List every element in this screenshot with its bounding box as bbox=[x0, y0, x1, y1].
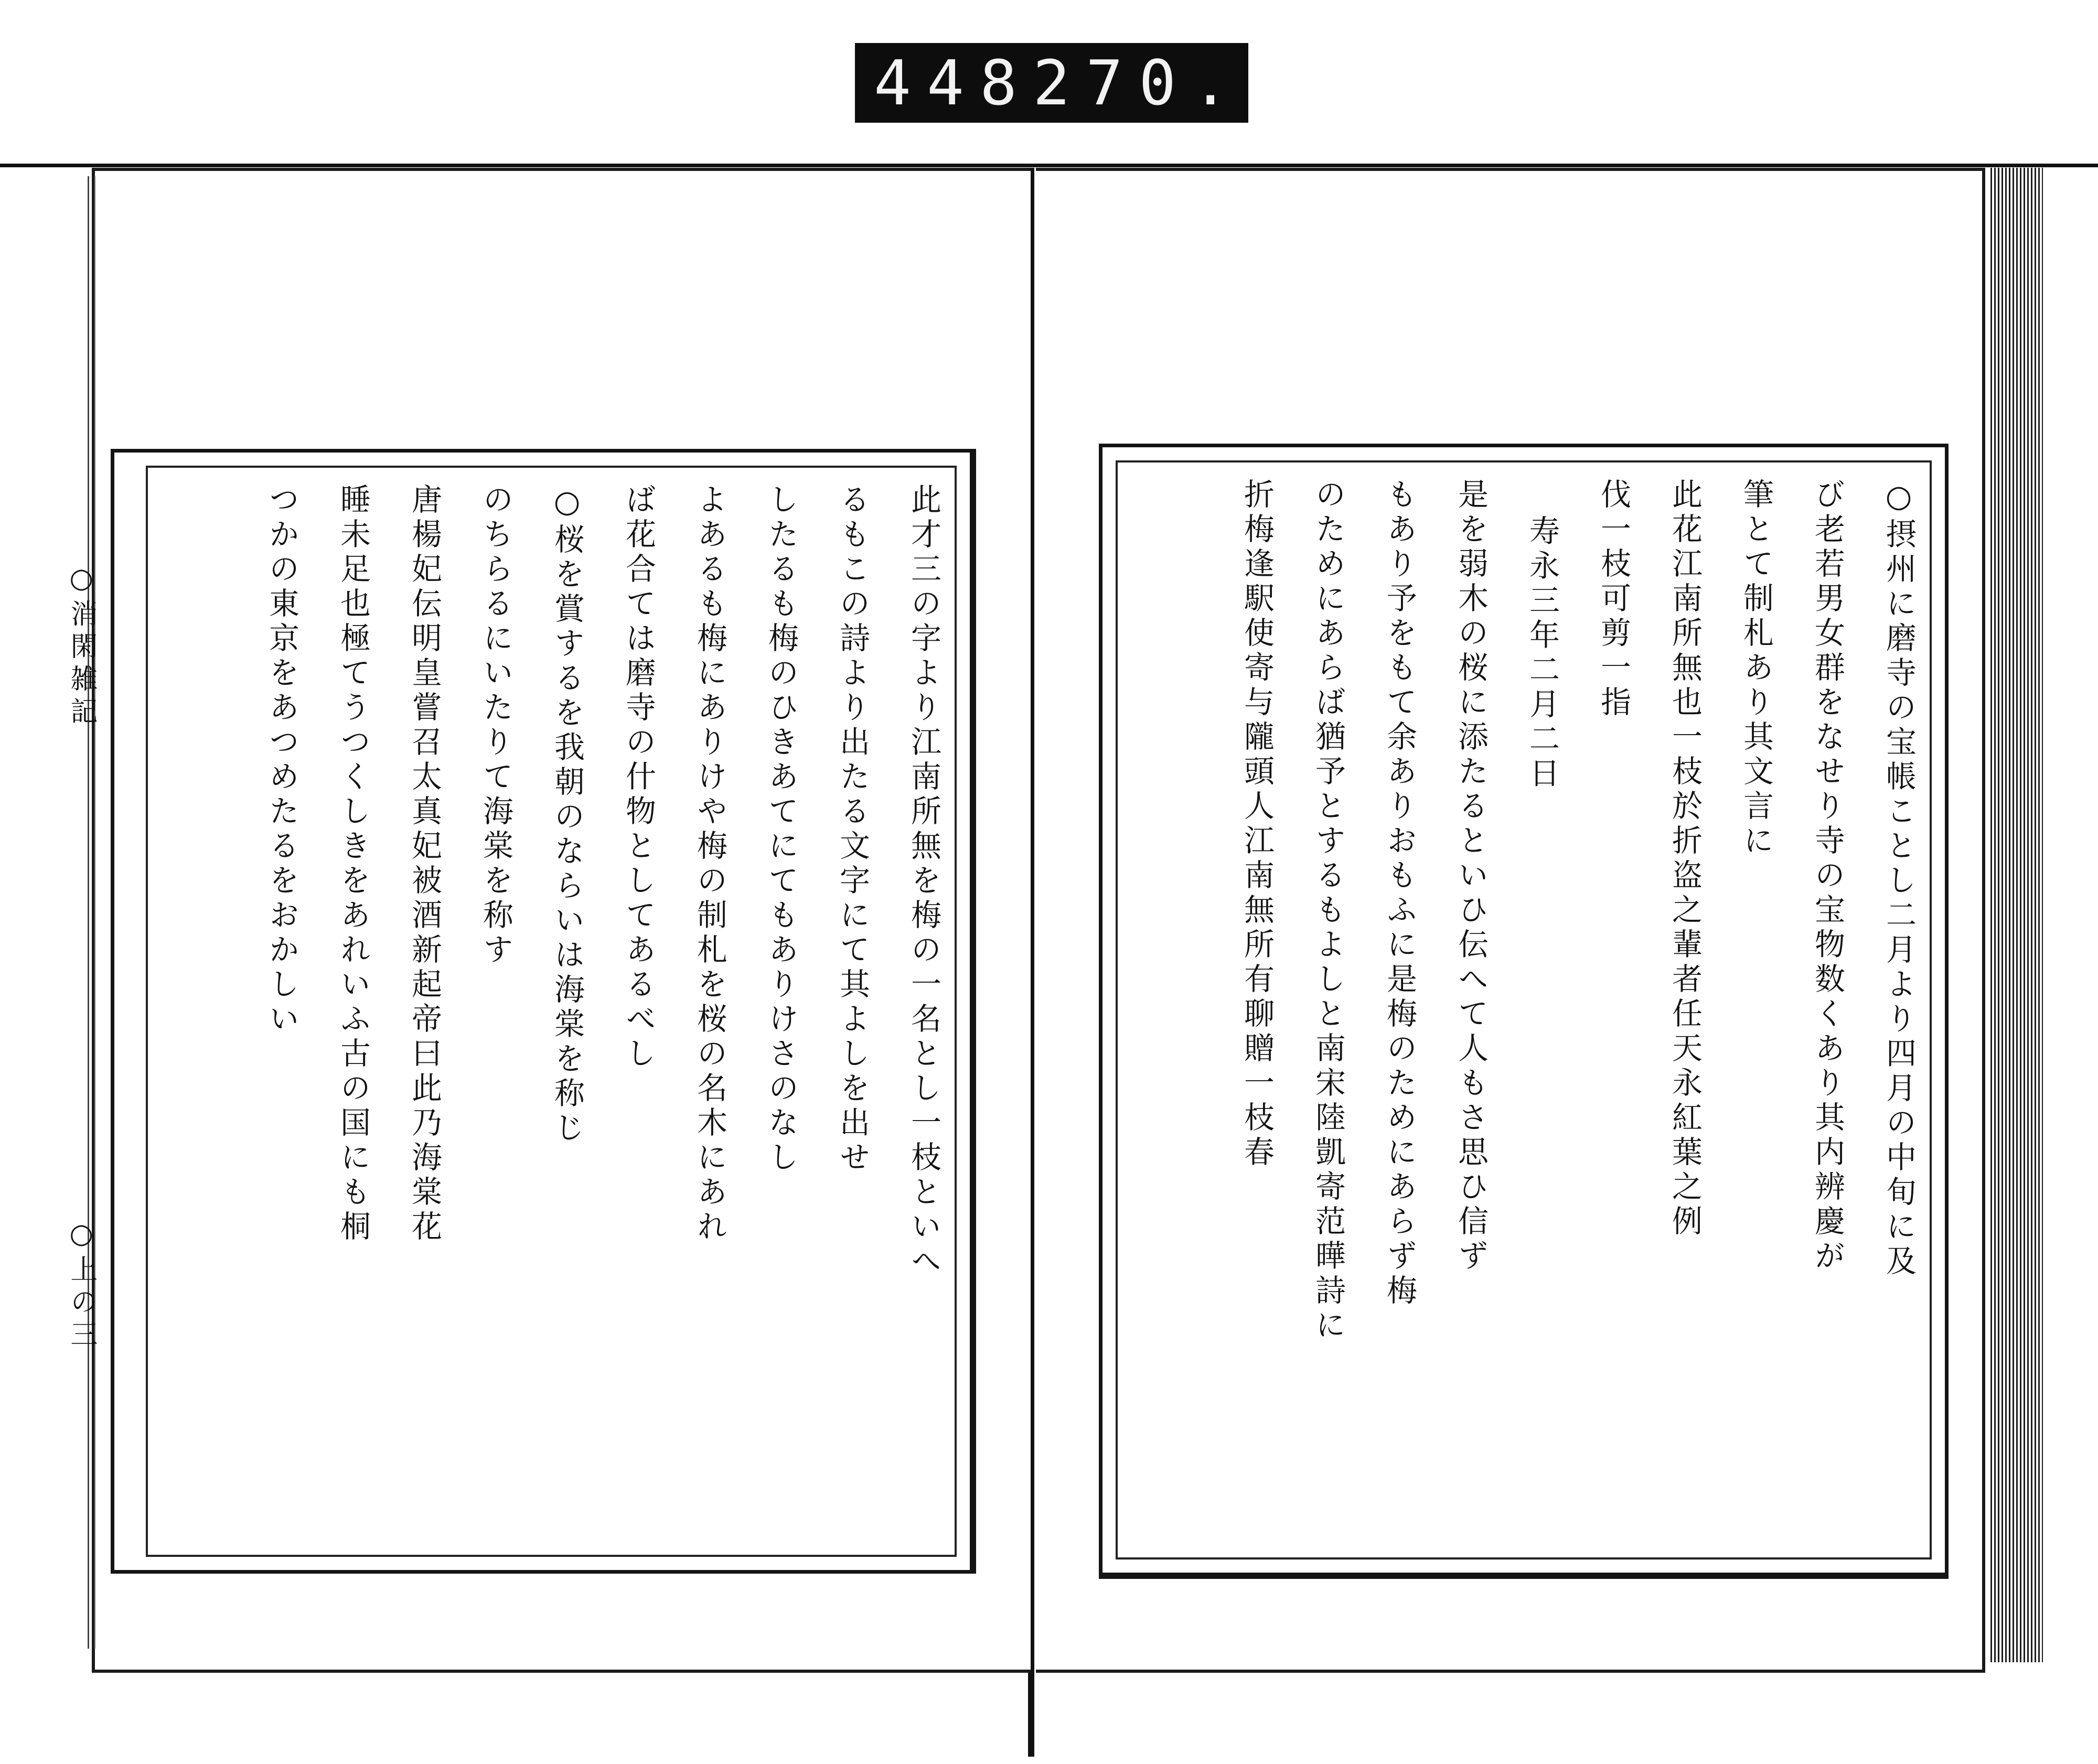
right-text-frame bbox=[1099, 444, 1949, 1579]
text-line: ば花合ては磨寺の什物としてあるべし bbox=[620, 483, 656, 1072]
margin-title: ○消閑雑記 bbox=[66, 563, 97, 729]
folio-number: ○上の三 bbox=[66, 1218, 97, 1352]
left-text-frame bbox=[66, 449, 976, 1574]
text-line: び老若男女群をなせり寺の宝物数くあり其内辨慶が bbox=[1810, 478, 1845, 1274]
text-line: 寿永三年二月二日 bbox=[1524, 515, 1560, 792]
text-line: 折梅逢駅使寄与隴頭人江南無所有聊贈一枝春 bbox=[1239, 478, 1275, 1170]
catalog-label bbox=[855, 43, 1248, 123]
catalog-number-right: 270. bbox=[1033, 47, 1245, 119]
right-text-columns bbox=[1133, 478, 1917, 1542]
top-rule bbox=[0, 164, 2098, 167]
page-edges bbox=[1990, 168, 2043, 1662]
text-line: ○摂州に磨寺の宝帳ことし二月より四月の中旬に及 bbox=[1881, 478, 1917, 1279]
text-line: したるも梅のひきあてにてもありけさのなし bbox=[763, 483, 799, 1176]
open-book bbox=[66, 168, 2006, 1678]
text-line: るもこの詩より出たる文字にて其よしを出せ bbox=[834, 483, 870, 1176]
text-line: 筆とて制札あり其文言に bbox=[1738, 478, 1774, 859]
text-line: つかの東京をあつめたるをおかしい bbox=[264, 483, 299, 1037]
text-line: のためにあらば猶予とするもよしと南宋陸凱寄范曄詩に bbox=[1310, 478, 1346, 1343]
text-line: 睡未足也極てうつくしきをあれいふ古の国にも桐 bbox=[335, 483, 371, 1245]
left-inner-border bbox=[146, 466, 957, 1557]
text-line: もあり予をもて余ありおもふに是梅のためにあらず梅 bbox=[1382, 478, 1417, 1309]
text-line: よあるも梅にありけや梅の制札を桜の名木にあれ bbox=[692, 483, 727, 1245]
text-line: 是を弱木の桜に添たるといひ伝へて人もさ思ひ信ず bbox=[1453, 478, 1489, 1274]
right-page bbox=[1036, 168, 1985, 1673]
right-inner-border bbox=[1116, 460, 1932, 1559]
text-line: 此花江南所無也一枝於折盗之輩者任天永紅葉之例 bbox=[1667, 478, 1703, 1240]
text-line: 此才三の字より江南所無を梅の一名とし一枝といへ bbox=[906, 483, 941, 1279]
catalog-number-left: 448 bbox=[874, 47, 1033, 119]
text-line: ○桜を賞するを我朝のならいは海棠を称じ bbox=[549, 483, 585, 1146]
text-line: 伐一枝可剪一指 bbox=[1596, 478, 1631, 720]
left-text-columns bbox=[164, 483, 939, 1539]
text-line: のちらるにいたりて海棠を称す bbox=[478, 483, 513, 968]
text-line: 唐楊妃伝明皇嘗召太真妃被酒新起帝曰此乃海棠花 bbox=[406, 483, 442, 1245]
left-page bbox=[66, 168, 1031, 1673]
